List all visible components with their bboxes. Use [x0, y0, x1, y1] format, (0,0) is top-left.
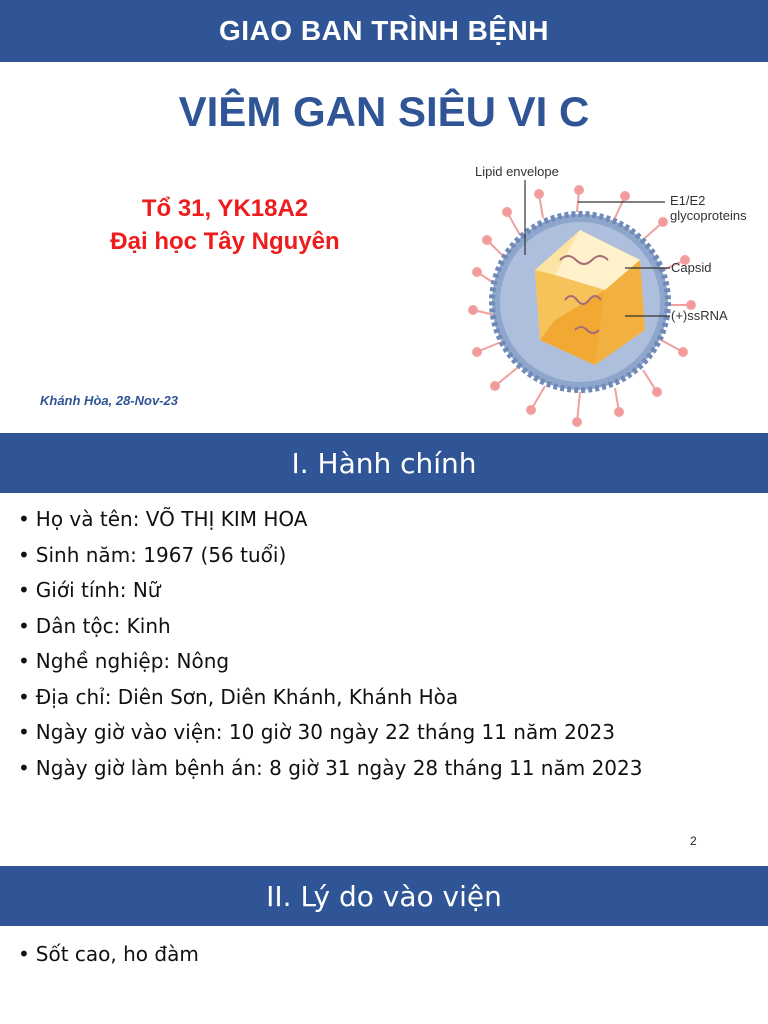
- group-info: [40, 192, 410, 258]
- place-date: Khánh Hòa, 28-Nov-23: [40, 393, 178, 408]
- list-item: • Sốt cao, ho đàm: [18, 936, 199, 972]
- section1-header: [0, 433, 768, 493]
- admin-info-list: [18, 502, 642, 786]
- page-number: 2: [690, 834, 697, 848]
- section2-header: [0, 866, 768, 926]
- header-title: GIAO BAN TRÌNH BỆNH: [219, 15, 549, 46]
- admission-reason-list: [18, 936, 199, 972]
- main-title: VIÊM GAN SIÊU VI C: [178, 88, 590, 135]
- list-item: • Dân tộc: Kinh: [18, 609, 642, 645]
- section1-title: I. Hành chính: [291, 446, 477, 480]
- section2-title: II. Lý do vào viện: [266, 879, 502, 913]
- hcv-virus-diagram: [465, 160, 768, 430]
- group-line2: Đại học Tây Nguyên: [110, 228, 340, 255]
- label-ssrna: (+)ssRNA: [671, 308, 728, 323]
- label-capsid: Capsid: [671, 260, 712, 275]
- label-lipid-envelope: Lipid envelope: [475, 164, 559, 179]
- header-bar: [0, 0, 768, 62]
- label-glycoproteins-line1: E1/E2: [670, 193, 706, 208]
- list-item: • Địa chỉ: Diên Sơn, Diên Khánh, Khánh Hòa: [18, 680, 642, 716]
- list-item: • Sinh năm: 1967 (56 tuổi): [18, 538, 642, 574]
- hcv-virus-illustration: [465, 160, 768, 430]
- list-item: • Giới tính: Nữ: [18, 573, 642, 609]
- label-glycoproteins-line2: glycoproteins: [670, 208, 747, 223]
- list-item: • Họ và tên: VÕ THỊ KIM HOA: [18, 502, 642, 538]
- group-line1: Tổ 31, YK18A2: [141, 195, 309, 222]
- list-item: • Nghề nghiệp: Nông: [18, 644, 642, 680]
- list-item: • Ngày giờ làm bệnh án: 8 giờ 31 ngày 28 tháng 11 năm 2023: [18, 751, 642, 787]
- list-item: • Ngày giờ vào viện: 10 giờ 30 ngày 22 tháng 11 năm 2023: [18, 715, 642, 751]
